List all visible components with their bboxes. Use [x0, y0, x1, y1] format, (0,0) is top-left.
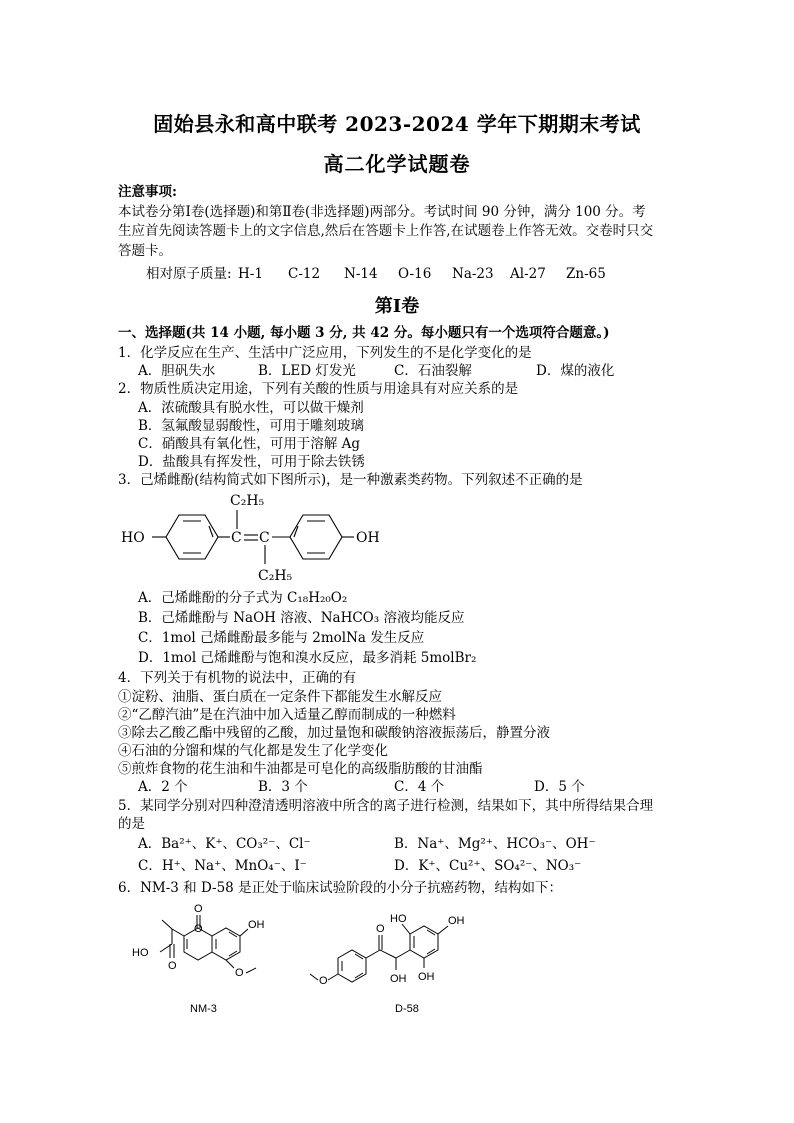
q4-stem: 4．下列关于有机物的说法中，正确的有 — [118, 670, 357, 686]
d58-name: D-58 — [395, 1003, 419, 1015]
q5-option-b: B．Na⁺、Mg²⁺、HCO₃⁻、OH⁻ — [394, 836, 596, 852]
q3-ho-left: HO — [121, 530, 145, 546]
q2-option-d: D．盐酸具有挥发性，可用于除去铁锈 — [138, 454, 365, 470]
atomic-mass-zn: Zn-65 — [566, 266, 606, 282]
atomic-mass-na: Na-23 — [452, 266, 494, 282]
d58-atom-ho-tl: HO — [390, 913, 407, 925]
nm3-structure-diagram — [118, 898, 308, 1018]
q5-stem-line-2: 的是 — [118, 816, 145, 832]
atomic-mass-al: Al-27 — [510, 266, 546, 282]
atomic-mass-h: H-1 — [238, 266, 263, 282]
q2-option-c: C．硝酸具有氧化性，可用于溶解 Ag — [138, 436, 361, 452]
q4-item-3: ③除去乙酸乙酯中残留的乙酸，加过量饱和碳酸钠溶液振荡后，静置分液 — [118, 725, 550, 741]
q3-ethyl-bottom: C₂H₅ — [258, 568, 293, 584]
atomic-mass-c: C-12 — [288, 266, 321, 282]
benzene-ring-right — [290, 515, 342, 559]
q3-ethyl-top: C₂H₅ — [230, 493, 265, 509]
q4-option-b: B．3 个 — [258, 779, 308, 795]
q5-stem-line-1: 5．某同学分别对四种澄清透明溶液中所含的离子进行检测，结果如下，其中所得结果合理 — [118, 798, 654, 814]
q6-stem: 6．NM-3 和 D-58 是正处于临床试验阶段的小分子抗癌药物，结构如下： — [118, 880, 563, 896]
q4-option-c: C．4 个 — [394, 779, 445, 795]
q1-option-b: B．LED 灯发光 — [258, 363, 356, 379]
q1-stem: 1．化学反应在生产、生活中广泛应用，下列发生的不是化学变化的是 — [118, 345, 532, 361]
d58-structure-diagram — [300, 898, 520, 1018]
q2-option-b: B．氢氟酸显弱酸性，可用于雕刻玻璃 — [138, 418, 364, 434]
nm3-atom-oh: OH — [248, 919, 265, 931]
notice-line-3: 答题卡。 — [118, 243, 172, 259]
q4-item-5: ⑤煎炸食物的花生油和牛油都是可皂化的高级脂肪酸的甘油酯 — [118, 761, 483, 777]
section-instruction: 一、选择题(共 14 小题, 每小题 3 分, 共 42 分。每小题只有一个选项符合题意。) — [118, 325, 610, 341]
q5-option-a: A．Ba²⁺、K⁺、CO₃²⁻、Cl⁻ — [138, 836, 311, 852]
q5-option-d: D．K⁺、Cu²⁺、SO₄²⁻、NO₃⁻ — [394, 858, 582, 874]
atomic-mass-o: O-16 — [398, 266, 432, 282]
q4-item-4: ④石油的分馏和煤的气化都是发生了化学变化 — [118, 743, 388, 759]
q4-item-1: ①淀粉、油脂、蛋白质在一定条件下都能发生水解反应 — [118, 689, 442, 705]
nm3-atom-o-ring: O — [194, 923, 203, 935]
q1-option-c: C．石油裂解 — [394, 363, 472, 379]
q4-item-2: ②“乙醇汽油”是在汽油中加入适量乙醇而制成的一种燃料 — [118, 707, 456, 723]
nm3-atom-o-methoxy: O — [235, 967, 244, 979]
d58-atom-oh-tr: OH — [448, 915, 465, 927]
q3-c-left: C — [231, 530, 242, 546]
notice-line-1: 本试卷分第Ⅰ卷(选择题)和第Ⅱ卷(非选择题)两部分。考试时间 90 分钟，满分 100 分。考 — [118, 204, 646, 220]
atomic-mass-label: 相对原子质量: — [146, 266, 232, 282]
q3-option-d: D．1mol 己烯雌酚与饱和溴水反应，最多消耗 5molBr₂ — [138, 650, 477, 666]
nm3-name: NM-3 — [190, 1003, 217, 1015]
nm3-atom-o-acid: O — [168, 960, 177, 972]
nm3-atom-ho: HO — [132, 947, 149, 959]
q5-option-c: C．H⁺、Na⁺、MnO₄⁻、I⁻ — [138, 858, 307, 874]
atomic-mass-n: N-14 — [344, 266, 378, 282]
d58-atom-o-ketone: O — [376, 923, 385, 935]
exam-title: 固始县永和高中联考 2023-2024 学年下期期末考试 — [153, 112, 641, 136]
d58-atom-o-methoxy: O — [319, 975, 328, 987]
q3-option-c: C．1mol 己烯雌酚最多能与 2molNa 发生反应 — [138, 630, 425, 646]
q3-oh-right: OH — [356, 530, 380, 546]
q3-option-a: A．己烯雌酚的分子式为 C₁₈H₂₀O₂ — [138, 590, 348, 606]
d58-atom-oh-br: OH — [418, 971, 435, 983]
q1-option-d: D．煤的液化 — [536, 363, 615, 379]
notice-heading: 注意事项: — [118, 184, 177, 200]
benzene-ring-left — [166, 515, 218, 559]
q3-c-right: C — [259, 530, 270, 546]
nm3-atom-o-top: O — [194, 903, 203, 915]
notice-line-2: 生应首先阅读答题卡上的文字信息,然后在答题卡上作答,在试题卷上作答无效。交卷时只交 — [118, 223, 654, 239]
q2-option-a: A．浓硫酸具有脱水性，可以做干燥剂 — [138, 400, 364, 416]
q3-stem: 3．己烯雌酚(结构简式如下图所示)，是一种激素类药物。下列叙述不正确的是 — [118, 472, 583, 488]
q4-option-a: A．2 个 — [138, 779, 188, 795]
q3-structure-diagram — [118, 488, 388, 588]
q1-option-a: A．胆矾失水 — [138, 363, 216, 379]
q4-option-d: D．5 个 — [534, 779, 585, 795]
d58-atom-oh-mid: OH — [390, 973, 407, 985]
section-title: 第Ⅰ卷 — [374, 296, 420, 317]
exam-subtitle: 高二化学试题卷 — [323, 152, 471, 176]
q3-option-b: B．己烯雌酚与 NaOH 溶液、NaHCO₃ 溶液均能反应 — [138, 610, 465, 626]
q2-stem: 2．物质性质决定用途，下列有关酸的性质与用途具有对应关系的是 — [118, 381, 519, 397]
